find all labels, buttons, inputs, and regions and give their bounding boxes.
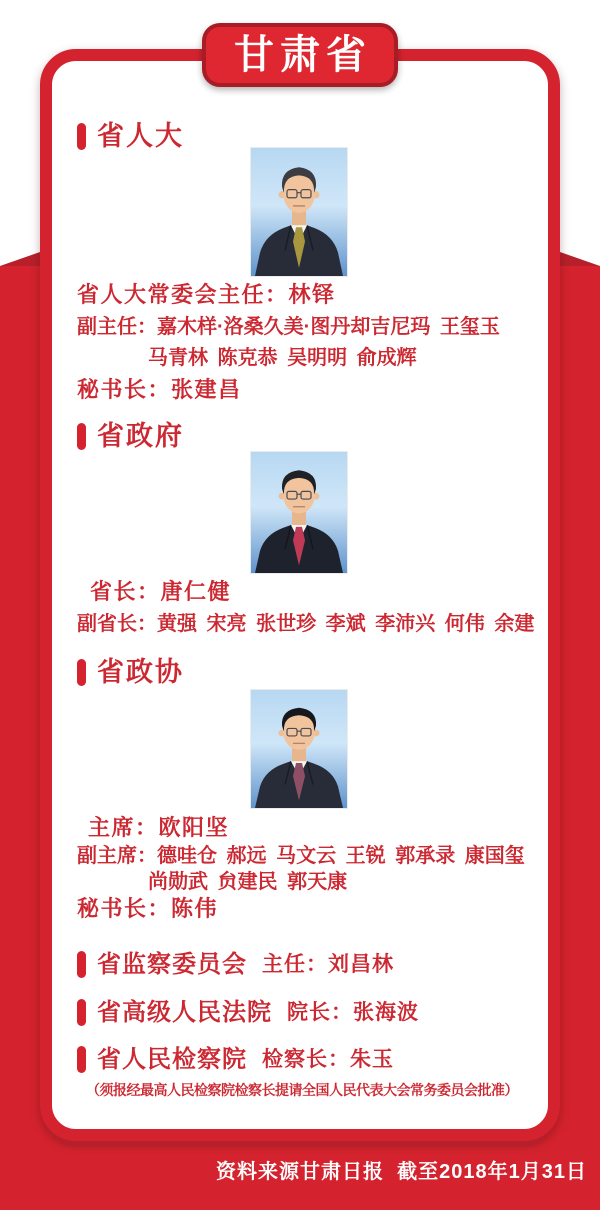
ribbon-fold-left — [0, 252, 40, 266]
jiancha-title: 省监察委员会 — [97, 950, 247, 978]
zhengfu-governor-line: 省长：唐仁健 — [90, 579, 232, 604]
section-title-zhengxie: 省政协 — [97, 657, 184, 687]
red-bar-icon — [77, 659, 86, 686]
zhengxie-secretary-line: 秘书长：陈伟 — [77, 896, 219, 921]
jiancha-role: 主任：刘昌林 — [262, 953, 394, 976]
zhengfu-vice-line: 副省长：黄强 宋亮 张世珍 李斌 李沛兴 何伟 余建 — [77, 613, 535, 635]
ribbon-fold-right — [560, 252, 600, 266]
official-portrait-renda — [251, 148, 347, 276]
approval-note: （须报经最高人民检察院检察长提请全国人民代表大会常务委员会批准） — [86, 1082, 518, 1098]
fayuan-title: 省高级人民法院 — [97, 998, 272, 1026]
renda-vice-line: 副主任：嘉木样·洛桑久美·图丹却吉尼玛 王玺玉 — [77, 316, 500, 338]
renda-vice-line-2: 马青林 陈克恭 吴明明 俞成辉 — [148, 347, 417, 369]
red-bar-icon — [77, 423, 86, 450]
official-portrait-zhengxie — [251, 690, 347, 808]
portrait-figure-icon — [251, 690, 347, 808]
portrait-figure-icon — [251, 148, 347, 276]
jianchayuan-role: 检察长：朱玉 — [262, 1048, 394, 1071]
zhengxie-chairman-line: 主席：欧阳坚 — [88, 815, 230, 840]
section-header-zhengxie — [77, 659, 184, 686]
renda-chairman-line: 省人大常委会主任：林铎 — [77, 282, 336, 307]
fayuan-role: 院长：张海波 — [287, 1001, 419, 1024]
province-badge — [202, 23, 398, 87]
section-jianchayuan — [77, 1046, 394, 1073]
zhengxie-vice-line: 副主席：德哇仓 郝远 马文云 王锐 郭承录 康国玺 — [77, 845, 525, 867]
renda-secretary-line: 秘书长：张建昌 — [77, 377, 242, 402]
portrait-figure-icon — [251, 452, 347, 573]
section-jiancha — [77, 951, 394, 978]
jianchayuan-title: 省人民检察院 — [97, 1045, 247, 1073]
section-fayuan — [77, 999, 419, 1026]
red-bar-icon — [77, 1046, 86, 1073]
red-bar-icon — [77, 951, 86, 978]
section-header-zhengfu — [77, 423, 184, 450]
province-title: 甘肃省 — [234, 33, 372, 77]
section-title-zhengfu: 省政府 — [97, 421, 184, 451]
section-header-renda — [77, 123, 184, 150]
red-bar-icon — [77, 123, 86, 150]
official-portrait-zhengfu — [251, 452, 347, 573]
red-bar-icon — [77, 999, 86, 1026]
zhengxie-vice-line-2: 尚勋武 贠建民 郭天康 — [148, 871, 348, 893]
source-note: 资料来源甘肃日报 截至2018年1月31日 — [216, 1161, 587, 1183]
section-title-renda: 省人大 — [97, 121, 184, 151]
